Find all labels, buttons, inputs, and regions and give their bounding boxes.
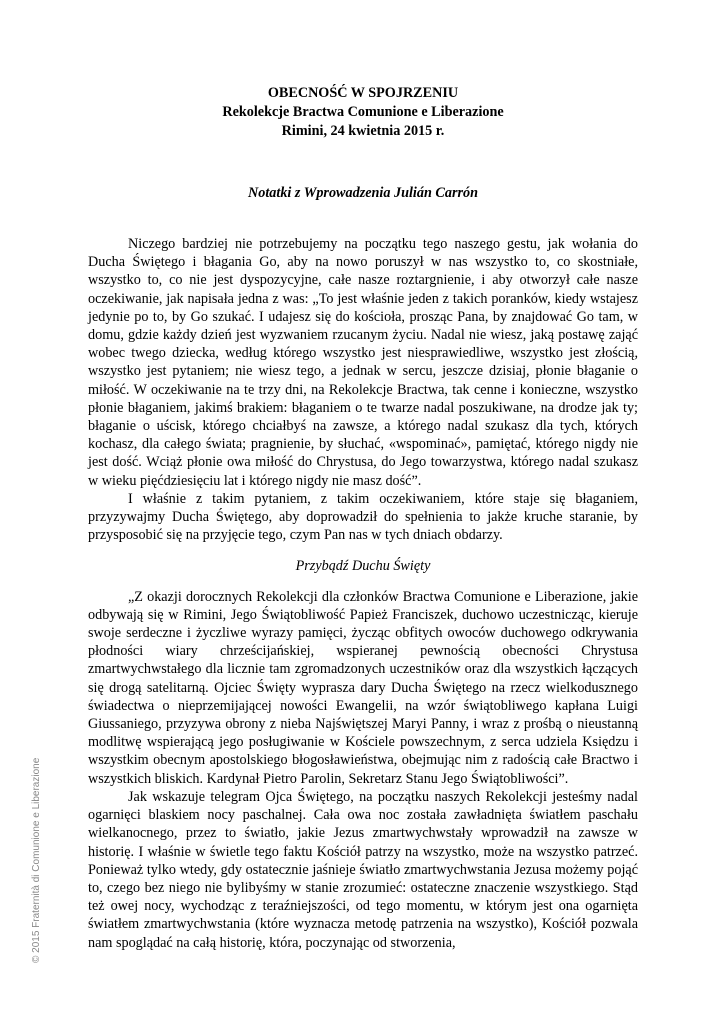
paragraph-4: Jak wskazuje telegram Ojca Świętego, na początku naszych Rekolekcji jesteśmy nadal ogarnięci blaskiem nocy paschalnej. Cała owa noc została zawładnięta światłem paschału wielkanocnego, przez to światło, jakie Jezus zmartwychwstały wprowadził na zawsze w historię. I właśnie w świetle tego faktu Kościół patrzy na wszystko, może na wszystko patrzeć. Ponieważ tylko wtedy, gdy ostatecznie jaśnieje światło zmartwychwstania Jezusa możemy pojąć to, czego bez niego nie bylibyśmy w stanie zrozumieć: ostateczne znaczenie wszystkiego. Stąd też owej nocy, wychodząc z teraźniejszości, od tego momentu, w którym jest ona ogarnięta światłem zmartwychwstania (które wyznacza metodę patrzenia na wszystko), Kościół pozwala nam spoglądać na całą historię, która, poczynając od stworzenia, (88, 788, 638, 951)
paragraph-2: I właśnie z takim pytaniem, z takim oczekiwaniem, które staje się błaganiem, przyzywajmy Ducha Świętego, aby doprowadził do spełnienia to jakże kruche staranie, by przysposobić się na przyjęcie tego, czym Pan nas w tych dniach obdarzy. (88, 490, 638, 544)
document-place-date: Rimini, 24 kwietnia 2015 r. (281, 123, 445, 139)
document-title: OBECNOŚĆ W SPOJRZENIU (267, 85, 459, 101)
copyright-notice: © 2015 Fraternità di Comunione e Liberazione (31, 757, 42, 963)
document-header (88, 84, 638, 141)
document-body (88, 235, 638, 952)
document-subtitle: Rekolekcje Bractwa Comunione e Liberazione (222, 104, 504, 120)
notes-title: Notatki z Wprowadzenia Julián Carrón (248, 185, 478, 201)
paragraph-1: Niczego bardziej nie potrzebujemy na początku tego naszego gestu, jak wołania do Ducha Świętego i błagania Go, aby na nowo poruszył w nas wszystko to, co skostniałe, wszystko to, co nie jest dyspozycyjne, całe nasze roztargnienie, i aby otworzył całe nasze oczekiwanie, jak napisała jedna z was: „To jest właśnie jeden z takich poranków, kiedy wstajesz jedynie po to, by Go szukać. I udajesz się do kościoła, prosząc Pana, by znajdować Go tam, w domu, gdzie każdy dzień jest wyzwaniem rzucanym życiu. Nadal nie wiesz, jaką postawę zająć wobec twego dziecka, według którego wszystko jest niesprawiedliwe, wszystko jest złością, wszystko jest pytaniem; nie wiesz tego, a jednak w sercu, jeszcze dzisiaj, płonie błaganie o miłość. W oczekiwanie na te trzy dni, na Rekolekcje Bractwa, tak cenne i konieczne, wszystko płonie błaganiem, jakimś brakiem: błaganiem o te twarze nadal poszukiwane, na drodze jak ty; błaganie o uścisk, którego chciałbyś na zawsze, a którego nadal szukasz dla tych, których kochasz, dla całego świata; pragnienie, by słuchać, «wspominać», pamiętać, którego nigdy nie jest dość. Wciąż płonie owa miłość do Chrystusa, do Jego towarzystwa, którego nadal szukasz w wieku pięćdziesięciu lat i którego nigdy nie masz dość”. (88, 236, 638, 489)
invocation-heading: Przybądź Duchu Święty (295, 558, 431, 575)
paragraph-3: „Z okazji dorocznych Rekolekcji dla członków Bractwa Comunione e Liberazione, jakie odbywają się w Rimini, Jego Świątobliwość Papież Franciszek, duchowo uczestnicząc, kieruje swoje serdeczne i życzliwe wyrazy pamięci, życząc obfitych owoców duchowego odkrywania płodności wiary chrześcijańskiej, wspieranej pewnością obecności Chrystusa zmartwychwstałego dla licznie tam zgromadzonych uczestników oraz dla wszystkich łączących się drogą satelitarną. Ojciec Święty wyprasza dary Ducha Świętego na rzecz wielkodusznego świadectwa o nieprzemijającej nowości Ewangelii, na wzór świątobliwego kapłana Luigi Giussaniego, przyzywa obrony z nieba Najświętszej Maryi Panny, i wraz z prośbą o nieustanną modlitwę wspierającą jego posługiwanie w Kościele powszechnym, z serca udziela Księdzu i wszystkim obecnym apostolskiego błogosławieństwa, obejmując nim z radością całe Bractwo i wszystkich bliskich. Kardynał Pietro Parolin, Sekretarz Stanu Jego Świątobliwości”. (88, 588, 638, 787)
